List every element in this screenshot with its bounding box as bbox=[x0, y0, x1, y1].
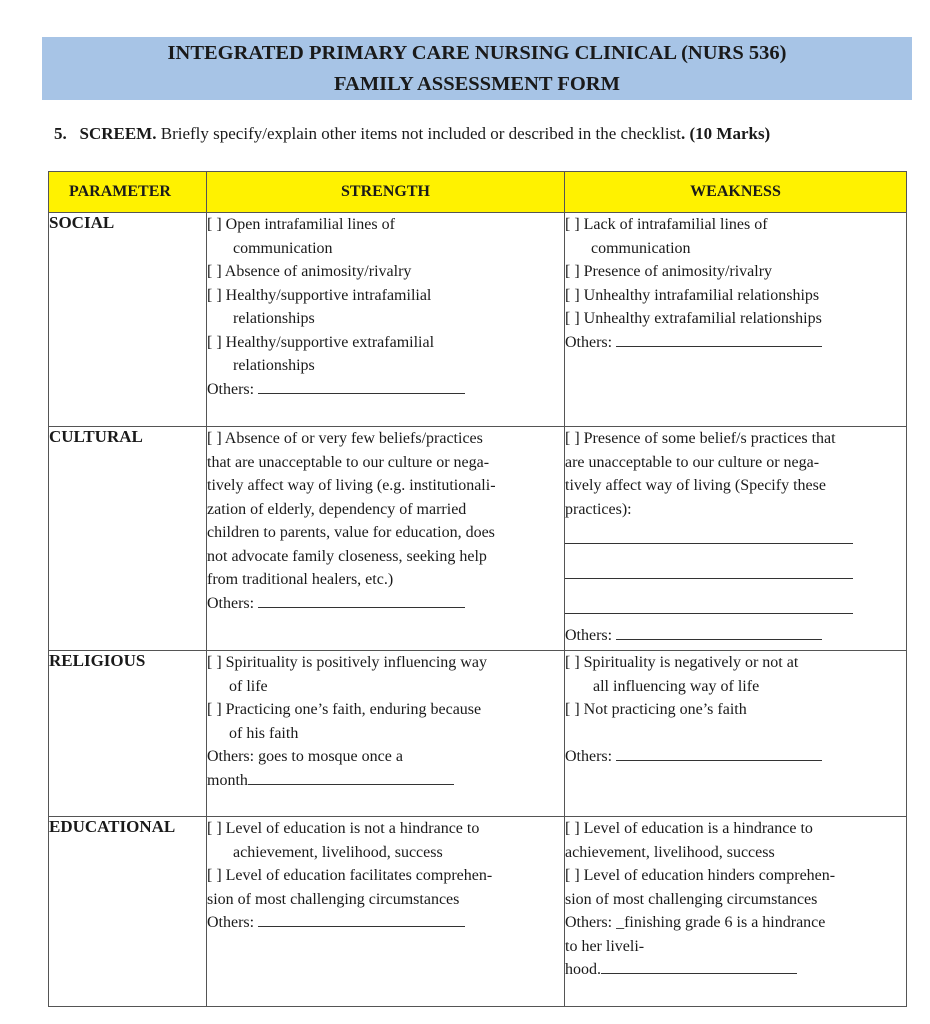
item-continuation: children to parents, value for education, does bbox=[207, 524, 495, 541]
social-weakness bbox=[565, 213, 907, 427]
checkbox-item[interactable]: [ ] Open intrafamilial lines of bbox=[207, 216, 395, 233]
others-field[interactable] bbox=[565, 624, 906, 648]
others-blank[interactable] bbox=[258, 592, 465, 608]
others-answer-cont: month bbox=[207, 771, 248, 789]
screem-table bbox=[48, 171, 907, 1007]
cultural-strength bbox=[207, 427, 565, 651]
param-religious: RELIGIOUS bbox=[49, 651, 207, 817]
form-header bbox=[42, 37, 912, 100]
row-religious bbox=[49, 651, 907, 817]
question-text: Briefly specify/explain other items not included or described in the checklist bbox=[156, 124, 681, 143]
item-continuation: of life bbox=[229, 677, 268, 695]
others-blank[interactable] bbox=[248, 769, 454, 785]
col-header-strength: STRENGTH bbox=[207, 172, 565, 213]
practice-blank-1[interactable] bbox=[565, 531, 853, 544]
others-blank[interactable] bbox=[616, 624, 822, 640]
checkbox-item[interactable]: [ ] Presence of animosity/rivalry bbox=[565, 263, 773, 280]
row-cultural bbox=[49, 427, 907, 651]
educational-strength bbox=[207, 817, 565, 1007]
others-label: Others: bbox=[207, 380, 259, 398]
item-continuation: all influencing way of life bbox=[593, 677, 760, 695]
question-number: 5. bbox=[54, 124, 67, 143]
others-answer-cont: to her liveli- bbox=[565, 937, 645, 955]
others-label: Others: bbox=[565, 627, 617, 644]
item-continuation: communication bbox=[233, 239, 333, 257]
checkbox-item[interactable]: [ ] Spirituality is negatively or not at bbox=[565, 654, 799, 671]
checkbox-item[interactable]: [ ] Not practicing one’s faith bbox=[565, 701, 747, 718]
col-header-parameter: PARAMETER bbox=[49, 172, 207, 213]
others-blank[interactable] bbox=[616, 745, 822, 761]
header-row bbox=[49, 172, 907, 213]
religious-weakness bbox=[565, 651, 907, 817]
others-field[interactable] bbox=[207, 378, 564, 402]
col-header-weakness: WEAKNESS bbox=[565, 172, 907, 213]
others-label: Others: bbox=[565, 333, 617, 351]
others-field[interactable] bbox=[565, 958, 906, 982]
checkbox-item[interactable]: [ ] Healthy/supportive intrafamilial bbox=[207, 286, 432, 304]
others-answer[interactable]: Others: _finishing grade 6 is a hindrance bbox=[565, 914, 826, 931]
others-field[interactable] bbox=[207, 592, 564, 616]
row-educational bbox=[49, 817, 907, 1007]
others-answer[interactable]: Others: goes to mosque once a bbox=[207, 748, 403, 765]
others-blank[interactable] bbox=[258, 911, 465, 927]
others-blank[interactable] bbox=[601, 958, 797, 974]
item-continuation: tively affect way of living (Specify these bbox=[565, 477, 826, 494]
item-continuation: communication bbox=[591, 239, 691, 257]
checkbox-item[interactable]: [ ] Lack of intrafamilial lines of bbox=[565, 216, 768, 233]
checkbox-item[interactable]: [ ] Healthy/supportive extrafamilial bbox=[207, 333, 435, 351]
checkbox-item[interactable]: [ ] Spirituality is positively influencing way bbox=[207, 654, 487, 671]
item-continuation: not advocate family closeness, seeking help bbox=[207, 547, 487, 565]
item-continuation: are unacceptable to our culture or nega- bbox=[565, 453, 820, 471]
checkbox-item[interactable]: [ ] Absence of or very few beliefs/practices bbox=[207, 430, 483, 447]
practice-blank-3[interactable] bbox=[565, 601, 853, 614]
item-continuation: tively affect way of living (e.g. institutionali- bbox=[207, 477, 496, 494]
others-blank[interactable] bbox=[258, 378, 465, 394]
checkbox-item[interactable]: [ ] Level of education is a hindrance to bbox=[565, 820, 813, 837]
item-continuation: relationships bbox=[233, 310, 315, 327]
item-continuation: practices): bbox=[565, 500, 632, 518]
checkbox-item[interactable]: [ ] Unhealthy intrafamilial relationships bbox=[565, 286, 820, 304]
checkbox-item[interactable]: [ ] Level of education is not a hindrance to bbox=[207, 820, 480, 837]
checkbox-item[interactable]: [ ] Level of education facilitates comprehen- bbox=[207, 867, 493, 884]
others-field[interactable] bbox=[565, 745, 906, 769]
item-continuation: from traditional healers, etc.) bbox=[207, 571, 394, 588]
item-continuation: sion of most challenging circumstances bbox=[207, 890, 460, 908]
others-blank[interactable] bbox=[616, 331, 822, 347]
param-cultural: CULTURAL bbox=[49, 427, 207, 651]
others-answer-cont: hood. bbox=[565, 961, 601, 978]
item-continuation: achievement, livelihood, success bbox=[565, 843, 775, 861]
question-title: SCREEM. bbox=[79, 124, 157, 143]
param-educational: EDUCATIONAL bbox=[49, 817, 207, 1007]
item-continuation: relationships bbox=[233, 357, 315, 374]
form-title: FAMILY ASSESSMENT FORM bbox=[334, 73, 620, 95]
others-label: Others: bbox=[565, 747, 617, 765]
param-social: SOCIAL bbox=[49, 213, 207, 427]
checkbox-item[interactable]: [ ] Absence of animosity/rivalry bbox=[207, 263, 412, 280]
social-strength bbox=[207, 213, 565, 427]
item-continuation: sion of most challenging circumstances bbox=[565, 890, 818, 908]
religious-strength bbox=[207, 651, 565, 817]
checkbox-item[interactable]: [ ] Practicing one’s faith, enduring because bbox=[207, 701, 482, 718]
item-continuation: that are unacceptable to our culture or nega- bbox=[207, 453, 490, 471]
cultural-weakness bbox=[565, 427, 907, 651]
checkbox-item[interactable]: [ ] Level of education hinders comprehen- bbox=[565, 867, 836, 884]
item-continuation: achievement, livelihood, success bbox=[233, 843, 443, 861]
checkbox-item[interactable]: [ ] Unhealthy extrafamilial relationships bbox=[565, 310, 822, 327]
others-label: Others: bbox=[207, 594, 259, 612]
item-continuation: zation of elderly, dependency of married bbox=[207, 500, 467, 518]
others-field[interactable] bbox=[207, 911, 564, 935]
course-title: INTEGRATED PRIMARY CARE NURSING CLINICAL (NURS 536) bbox=[167, 42, 787, 64]
others-field[interactable] bbox=[207, 769, 564, 793]
practice-blank-2[interactable] bbox=[565, 566, 853, 579]
question-marks: . (10 Marks) bbox=[680, 124, 771, 143]
educational-weakness bbox=[565, 817, 907, 1007]
others-label: Others: bbox=[207, 914, 259, 931]
others-field[interactable] bbox=[565, 331, 906, 355]
item-continuation: of his faith bbox=[229, 724, 299, 742]
question-5 bbox=[54, 124, 914, 144]
row-social bbox=[49, 213, 907, 427]
checkbox-item[interactable]: [ ] Presence of some belief/s practices that bbox=[565, 430, 836, 447]
